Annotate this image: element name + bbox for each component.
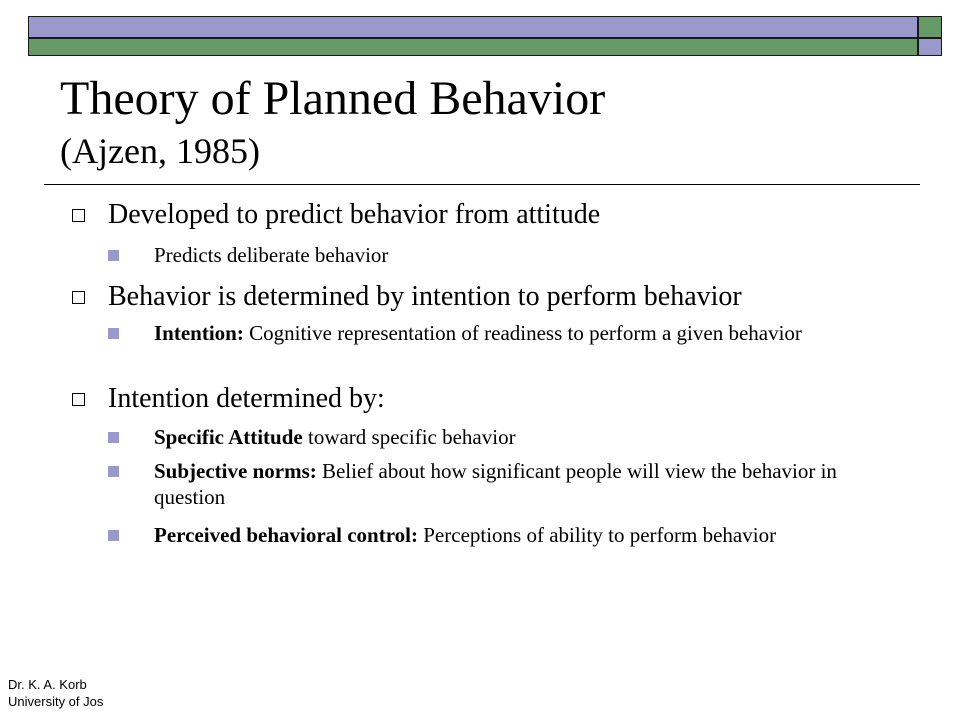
bullet-text: Intention determined by: bbox=[108, 383, 385, 414]
filled-square-bullet-icon bbox=[108, 432, 119, 443]
bullet-text: Behavior is determined by intention to perform behavior bbox=[108, 281, 742, 312]
sub-bullet-text: Predicts deliberate behavior bbox=[154, 243, 389, 267]
slide-footer bbox=[8, 676, 103, 710]
sub-bullet-item bbox=[108, 320, 898, 346]
header-corner-square-top bbox=[918, 16, 942, 38]
sub-bullet-text: Perceived behavioral control: Perceptions of ability to perform behavior bbox=[154, 523, 777, 547]
sub-bullet-text: Subjective norms: Belief about how significant people will view the behavior in question bbox=[154, 459, 837, 509]
slide-subtitle: (Ajzen, 1985) bbox=[60, 131, 260, 171]
sub-bullet-item bbox=[108, 522, 898, 548]
sub-bullet-text: Specific Attitude toward specific behavior bbox=[154, 425, 516, 449]
hollow-square-bullet-icon bbox=[72, 291, 85, 304]
footer-institution: University of Jos bbox=[8, 694, 104, 709]
filled-square-bullet-icon bbox=[108, 250, 119, 261]
sub-bullet-item bbox=[108, 242, 898, 268]
sub-bullet-text: Intention: Cognitive representation of readiness to perform a given behavior bbox=[154, 321, 802, 345]
filled-square-bullet-icon bbox=[108, 530, 119, 541]
hollow-square-bullet-icon bbox=[72, 393, 85, 406]
bullet-text: Developed to predict behavior from attitude bbox=[108, 199, 601, 230]
footer-author: Dr. K. A. Korb bbox=[8, 677, 87, 692]
filled-square-bullet-icon bbox=[108, 328, 119, 339]
header-corner-square-bottom bbox=[918, 38, 942, 56]
filled-square-bullet-icon bbox=[108, 466, 119, 477]
hollow-square-bullet-icon bbox=[72, 209, 85, 222]
title-divider bbox=[44, 184, 920, 185]
sub-bullet-item bbox=[108, 458, 898, 510]
header-bar-bottom bbox=[28, 38, 918, 56]
header-bar-top bbox=[28, 16, 918, 38]
sub-bullet-item bbox=[108, 424, 898, 450]
slide-title: Theory of Planned Behavior bbox=[60, 72, 606, 125]
